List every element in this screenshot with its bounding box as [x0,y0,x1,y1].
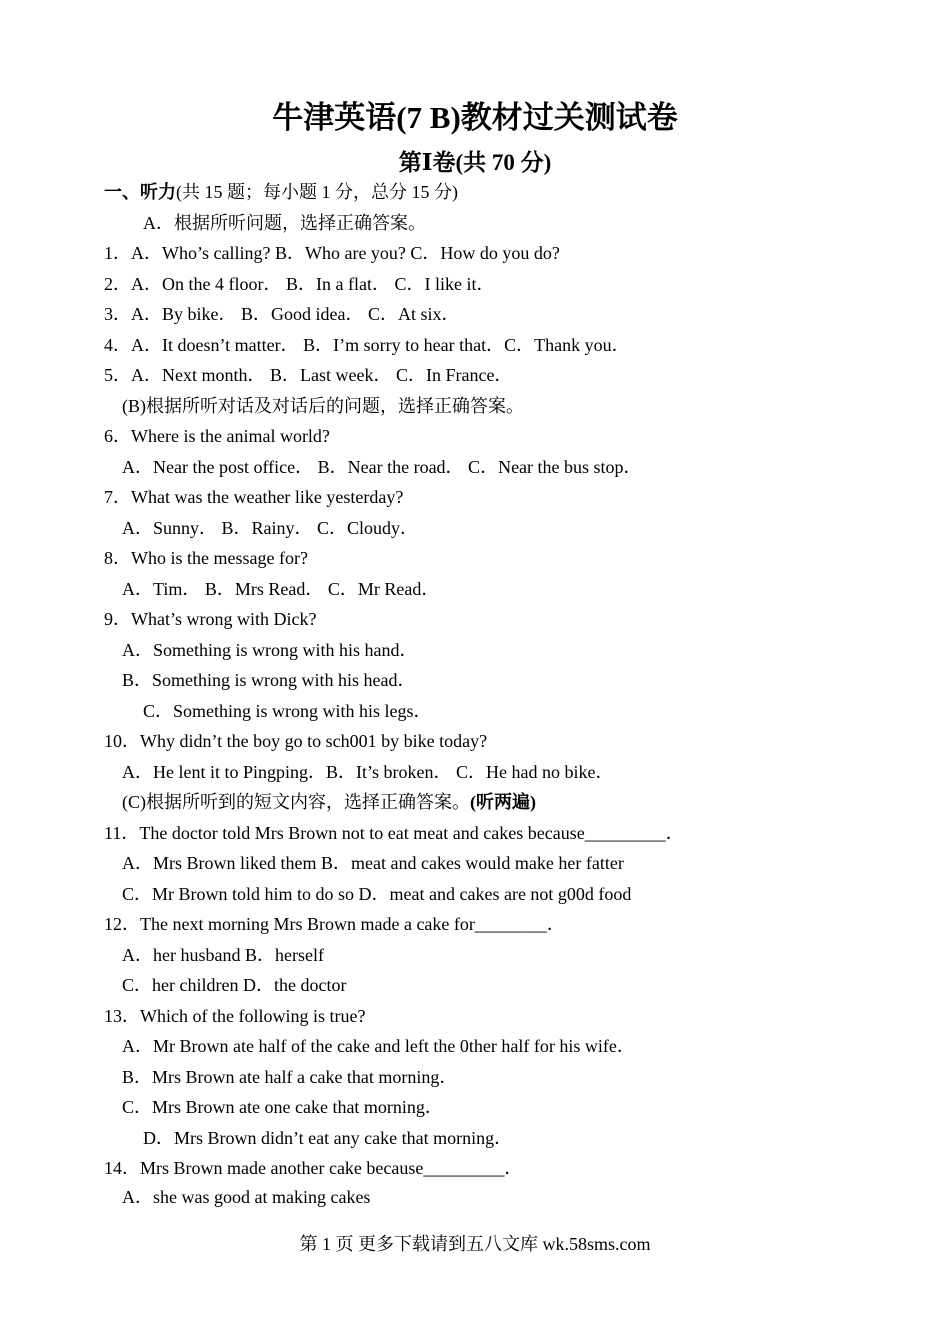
question-11-options-cd: C．Mr Brown told him to do so D．meat and cakes are not g00d food [122,884,632,904]
page-subtitle: 第Ⅰ卷(共 70 分) [398,150,552,175]
question-13-option-d: D．Mrs Brown didn’t eat any cake that morning． [143,1128,513,1148]
question-9: 9．What’s wrong with Dick? [104,609,317,629]
question-11-options-ab: A．Mrs Brown liked them B．meat and cakes would make her fatter [122,853,624,873]
question-9-option-b: B．Something is wrong with his head． [122,670,416,690]
question-13-option-a: A．Mr Brown ate half of the cake and left the 0ther half for his wife． [122,1036,635,1056]
question-13-option-b: B．Mrs Brown ate half a cake that morning． [122,1067,458,1087]
question-11: 11．The doctor told Mrs Brown not to eat meat and cakes because_________． [104,823,684,843]
question-14-option-a: A．she was good at making cakes [122,1187,371,1207]
question-4: 4．A．It doesn’t matter． B．I’m sorry to hear that．C．Thank you． [104,335,630,355]
part-b-instruction: (B)根据所听对话及对话后的问题，选择正确答案。 [122,396,524,416]
question-5: 5．A．Next month． B．Last week． C．In France． [104,365,513,385]
question-13: 13．Which of the following is true? [104,1006,366,1026]
question-12-options-cd: C．her children D．the doctor [122,975,347,995]
question-12: 12．The next morning Mrs Brown made a cake for________． [104,914,565,934]
part-a-instruction: A．根据所听问题，选择正确答案。 [143,213,426,233]
question-7: 7．What was the weather like yesterday? [104,487,404,507]
page-footer: 第 1 页 更多下载请到五八文库 wk.58sms.com [299,1234,651,1254]
page-title: 牛津英语(7 B)教材过关测试卷 [272,100,678,135]
question-1: 1．A．Who’s calling? B．Who are you? C．How do you do? [104,243,560,263]
section-heading-bold: 一、听力 [104,182,176,202]
question-6: 6．Where is the animal world? [104,426,330,446]
question-8: 8．Who is the message for? [104,548,308,568]
section-heading [104,181,458,203]
question-8-options: A．Tim． B．Mrs Read． C．Mr Read． [122,579,440,599]
question-9-option-c: C．Something is wrong with his legs． [143,701,432,721]
question-6-options: A．Near the post office． B．Near the road． C．Near the bus stop． [122,457,642,477]
question-3: 3．A．By bike． B．Good idea． C．At six． [104,304,460,324]
part-c-text: (C)根据所听到的短文内容，选择正确答案。 [122,792,470,812]
question-2: 2．A．On the 4 floor． B．In a flat． C．I like it． [104,274,495,294]
question-10-options: A．He lent it to Pingping．B．It’s broken． C．He had no bike． [122,762,614,782]
part-c-bold: (听两遍) [470,792,536,812]
question-14: 14．Mrs Brown made another cake because_________． [104,1158,523,1178]
question-10: 10．Why didn’t the boy go to sch001 by bike today? [104,731,488,751]
part-c-instruction [122,791,536,813]
question-7-options: A．Sunny． B．Rainy． C．Cloudy． [122,518,419,538]
question-9-option-a: A．Something is wrong with his hand． [122,640,418,660]
question-12-options-ab: A．her husband B．herself [122,945,324,965]
question-13-option-c: C．Mrs Brown ate one cake that morning． [122,1097,443,1117]
section-heading-rest: (共 15 题；每小题 1 分，总分 15 分) [176,182,458,202]
